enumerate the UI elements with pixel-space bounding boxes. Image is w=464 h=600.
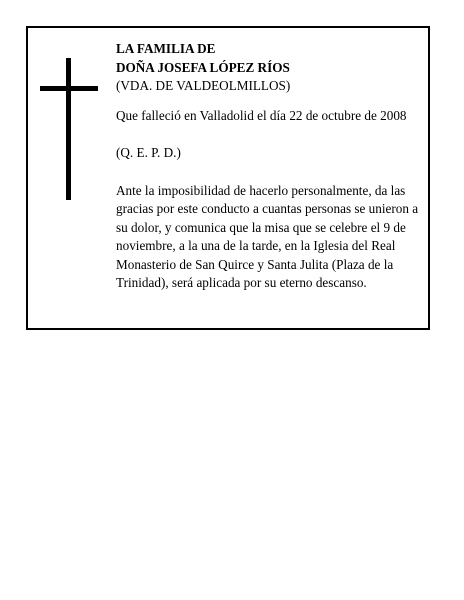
death-statement: Que falleció en Valladolid el día 22 de octubre de 2008 [116,107,407,123]
notice-text [116,40,421,293]
family-heading: LA FAMILIA DE [116,41,216,56]
qepd-text: (Q. E. P. D.) [116,145,181,160]
deceased-name: DOÑA JOSEFA LÓPEZ RÍOS [116,59,290,75]
obituary-notice [26,26,430,330]
cross-vertical-bar [66,58,71,200]
cross-horizontal-bar [40,86,98,91]
widow-note: (VDA. DE VALDEOLMILLOS) [116,78,291,93]
acknowledgement-message: Ante la imposibilidad de hacerlo personalmente, da las gracias por este conducto a cuantas personas se unieron a su dolor, y comunica que la misa que se celebre el 9 de noviembre, a la una de la tarde, en la Iglesia del Real Monasterio de San Quirce y Santa Julita (Plaza de la Trinidad), será aplicada por su eterno descanso. [116,182,419,290]
